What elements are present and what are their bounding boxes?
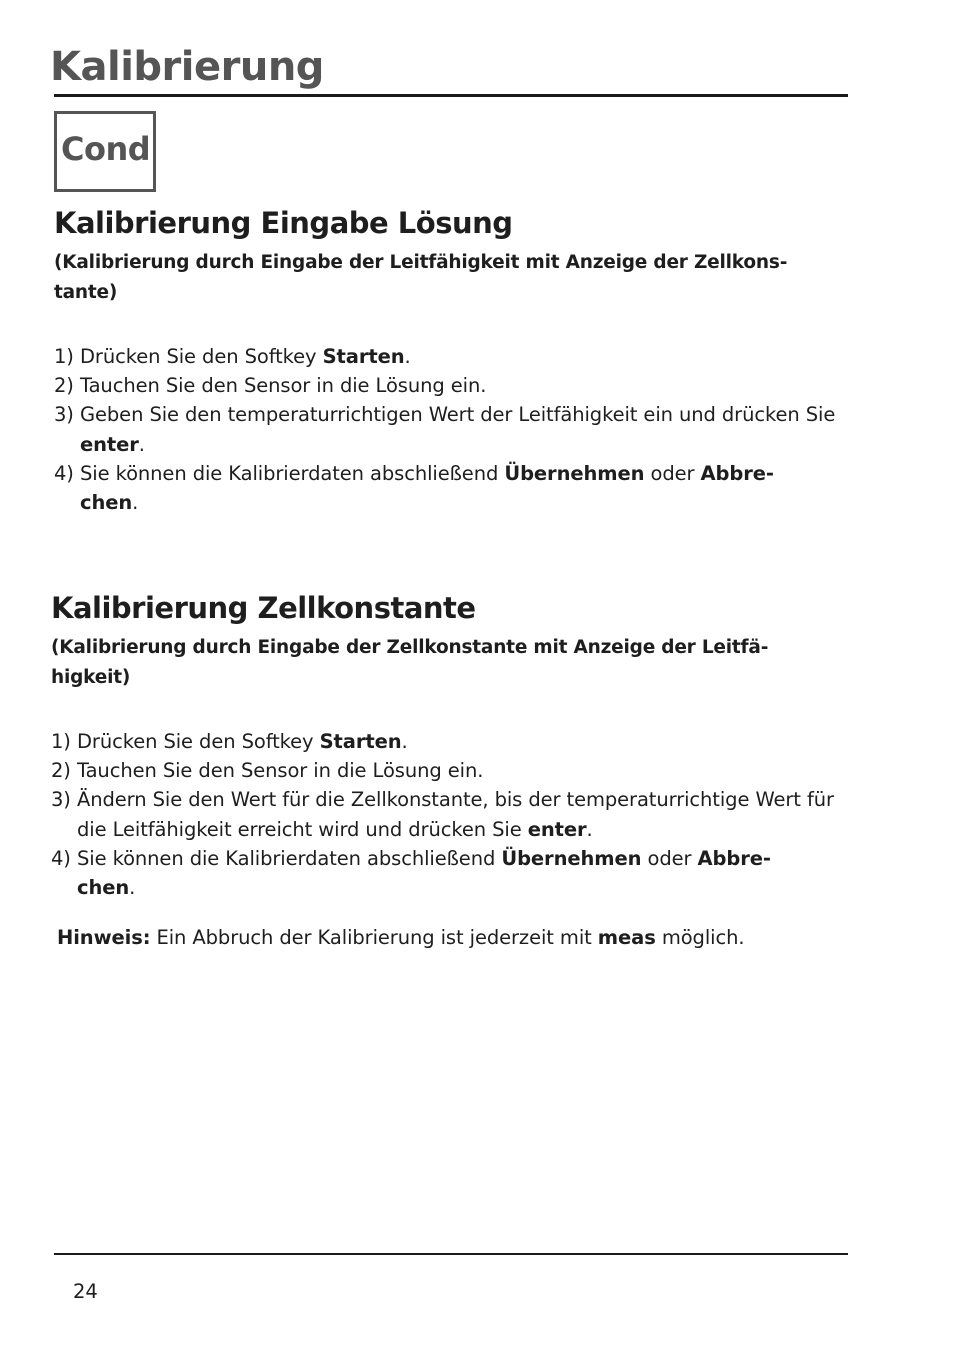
list-item bbox=[54, 400, 854, 458]
page-number: 24 bbox=[73, 1280, 98, 1303]
step-text: Tauchen Sie den Sensor in die Lösung ein. bbox=[77, 759, 484, 783]
hint-text-end: möglich. bbox=[655, 926, 745, 949]
section1-subheading-line1: (Kalibrierung durch Eingabe der Leitfähigkeit mit Anzeige der Zellkons- bbox=[54, 252, 788, 273]
step-number: 1) bbox=[54, 345, 74, 368]
step-text: Sie können die Kalibrierdaten abschließend Übernehmen oder Abbre-chen. bbox=[77, 846, 771, 900]
hint-text: Ein Abbruch der Kalibrierung ist jederzeit mit bbox=[150, 926, 598, 949]
list-item bbox=[54, 342, 854, 371]
title-rule bbox=[54, 94, 848, 97]
list-item bbox=[54, 371, 854, 400]
step-text: Geben Sie den temperaturrichtigen Wert der Leitfähigkeit ein und drücken Sie enter. bbox=[80, 403, 836, 456]
mode-badge-label: Cond bbox=[61, 130, 151, 168]
step-number: 1) bbox=[51, 730, 71, 753]
section2-subheading bbox=[51, 633, 851, 693]
section2-subheading-line1: (Kalibrierung durch Eingabe der Zellkonstante mit Anzeige der Leitfä- bbox=[51, 637, 769, 658]
step-text: Ändern Sie den Wert für die Zellkonstante, bis der temperaturrichtige Wert für die Leitfähigkeit erreicht wird und drücken Sie enter. bbox=[77, 788, 834, 841]
page-title: Kalibrierung bbox=[50, 44, 324, 90]
hint-key: meas bbox=[597, 926, 656, 949]
list-item bbox=[51, 756, 851, 785]
section1-heading: Kalibrierung Eingabe Lösung bbox=[54, 206, 513, 240]
section1-subheading-line2: tante) bbox=[54, 282, 118, 303]
mode-badge bbox=[54, 111, 156, 192]
step-text: Sie können die Kalibrierdaten abschließend Übernehmen oder Abbre-chen. bbox=[80, 461, 774, 515]
step-text: Tauchen Sie den Sensor in die Lösung ein. bbox=[80, 374, 487, 398]
step-number: 3) bbox=[54, 403, 74, 427]
step-number: 3) bbox=[51, 788, 71, 812]
section2-subheading-line2: higkeit) bbox=[51, 667, 131, 688]
hint-label: Hinweis: bbox=[57, 926, 151, 949]
step-text: Drücken Sie den Softkey Starten. bbox=[77, 730, 408, 753]
step-number: 4) bbox=[51, 846, 71, 870]
list-item bbox=[51, 844, 851, 902]
section2-steps bbox=[51, 727, 851, 902]
step-number: 2) bbox=[51, 759, 71, 783]
step-text: Drücken Sie den Softkey Starten. bbox=[80, 345, 411, 368]
section1-subheading bbox=[54, 248, 854, 308]
footer-rule bbox=[54, 1253, 848, 1255]
list-item bbox=[51, 727, 851, 756]
step-number: 2) bbox=[54, 374, 74, 398]
step-number: 4) bbox=[54, 461, 74, 485]
list-item bbox=[54, 459, 854, 517]
list-item bbox=[51, 785, 851, 843]
hint-note bbox=[57, 923, 744, 953]
section1-steps bbox=[54, 342, 854, 517]
section2-heading: Kalibrierung Zellkonstante bbox=[51, 591, 476, 625]
